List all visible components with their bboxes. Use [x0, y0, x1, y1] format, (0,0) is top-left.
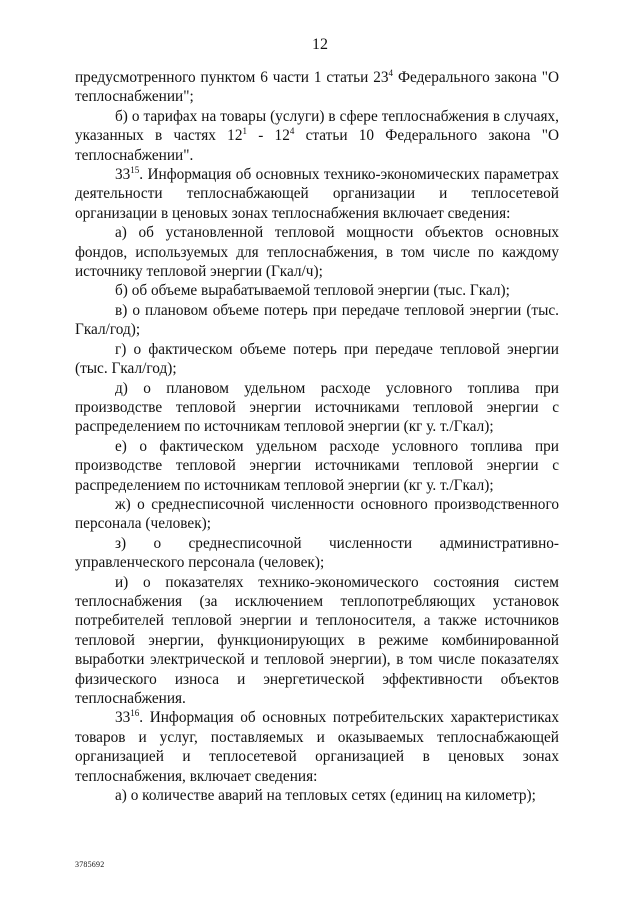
- list-item: в) о плановом объеме потерь при передаче тепловой энергии (тыс. Гкал/год);: [75, 301, 559, 339]
- section-33-16-heading: $33^{16}$. Информация об основных потребительских характеристиках товаров и услуг, поставляемых и оказываемых теплоснабжающей организацией и теплосетевой организацией в ценовых зонах теплоснабжения, включает сведения:: [75, 708, 559, 785]
- list-item: а) об установленной тепловой мощности объектов основных фондов, используемых для теплоснабжения, в том числе по каждому источнику тепловой энергии (Гкал/ч);: [75, 224, 559, 281]
- page-number: 12: [312, 36, 328, 53]
- list-item: е) о фактическом удельном расходе условного топлива при производстве тепловой энергии источниками тепловой энергии с распределением по источникам тепловой энергии (кг у. т./Гкал);: [75, 437, 559, 494]
- paragraph-continuation: предусмотренного пунктом 6 части 1 статьи $23^4$ Федерального закона "О теплоснабжении";: [75, 68, 559, 106]
- list-item: а) о количестве аварий на тепловых сетях (единиц на километр);: [115, 787, 536, 805]
- list-item: и) о показателях технико-экономического состояния систем теплоснабжения (за исключением теплопотребляющих установок потребителей тепловой энергии и теплоносителя, а также источников тепловой энергии, функционирующих в режиме комбинированной выработки электрической и тепловой энергии), в том числе показателях физического износа и энергетической эффективности объектов теплоснабжения.: [75, 573, 559, 707]
- list-item: з) о среднесписочной численности административно-управленческого персонала (человек);: [75, 534, 559, 572]
- document-code: 3785692: [75, 860, 105, 869]
- list-item: д) о плановом удельном расходе условного топлива при производстве тепловой энергии источниками тепловой энергии с распределением по источникам тепловой энергии (кг у. т./Гкал);: [75, 379, 559, 436]
- paragraph-tariffs: б) о тарифах на товары (услуги) в сфере теплоснабжения в случаях, указанных в частях $12^1 - 12^4$ статьи 10 Федерального закона "О теплоснабжении".: [75, 107, 559, 164]
- document-body: [75, 68, 559, 805]
- section-33-15-heading: $33^{15}$. Информация об основных технико-экономических параметрах деятельности теплоснабжающей организации и теплосетевой организации в ценовых зонах теплоснабжения включает сведения:: [75, 165, 559, 222]
- list-item: г) о фактическом объеме потерь при передаче тепловой энергии (тыс. Гкал/год);: [75, 340, 559, 378]
- list-item: б) об объеме вырабатываемой тепловой энергии (тыс. Гкал);: [115, 282, 510, 300]
- list-item: ж) о среднесписочной численности основного производственного персонала (человек);: [75, 495, 559, 533]
